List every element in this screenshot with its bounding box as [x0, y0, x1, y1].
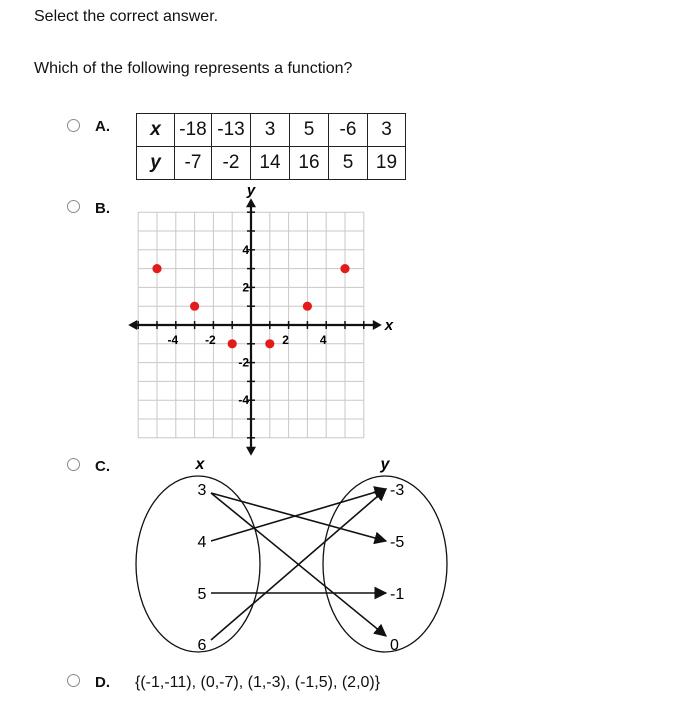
option-b-graph	[125, 182, 394, 442]
option-a-table	[136, 113, 406, 180]
y-tick-label: -4	[238, 393, 249, 408]
table-y-cell: 16	[290, 147, 329, 180]
mapping-arrow	[211, 489, 386, 640]
range-label: y	[380, 456, 390, 473]
x-axis-arrow-right-icon	[373, 320, 382, 330]
table-row-y	[137, 147, 406, 180]
domain-value: 6	[197, 637, 207, 654]
x-axis-arrow-left-icon	[128, 320, 137, 330]
range-value: -1	[390, 586, 405, 603]
option-a-radio[interactable]	[67, 119, 80, 132]
table-x-cell: -18	[175, 114, 212, 147]
graph-axes	[128, 198, 382, 456]
table-x-cell: 5	[290, 114, 329, 147]
table-x-header: x	[137, 114, 175, 147]
domain-label: x	[195, 456, 205, 473]
option-b-radio[interactable]	[67, 200, 80, 213]
x-tick-label: 2	[282, 333, 289, 347]
y-tick-label: 4	[242, 242, 249, 257]
domain-oval	[136, 476, 260, 652]
option-c-letter: C.	[95, 458, 110, 475]
table-y-cell: 5	[329, 147, 368, 180]
y-axis-arrow-up-icon	[246, 198, 256, 207]
domain-value: 4	[197, 534, 207, 551]
y-tick-label: -2	[238, 355, 249, 370]
instruction-text: Select the correct answer.	[34, 8, 219, 25]
x-tick-label: 4	[319, 333, 327, 347]
graph-point	[303, 302, 312, 311]
y-axis-label: y	[246, 182, 256, 200]
table-x-cell: 3	[251, 114, 290, 147]
domain-value: 5	[197, 586, 207, 603]
table-y-cell: -7	[175, 147, 212, 180]
y-tick-label: 2	[242, 280, 249, 295]
table-y-cell: 19	[368, 147, 406, 180]
option-b-letter: B.	[95, 200, 110, 217]
graph-point	[152, 264, 161, 273]
table-x-cell: -13	[212, 114, 251, 147]
graph-point	[340, 264, 349, 273]
range-value: 0	[390, 637, 399, 654]
table-y-cell: 14	[251, 147, 290, 180]
question-text: Which of the following represents a function?	[34, 60, 353, 77]
option-c-radio[interactable]	[67, 458, 80, 471]
graph-point	[228, 339, 237, 348]
option-c-mapping-diagram	[130, 452, 460, 662]
option-d-set: {(-1,-11), (0,-7), (1,-3), (-1,5), (2,0)}	[135, 674, 381, 691]
range-value: -5	[390, 534, 405, 551]
table-y-cell: -2	[212, 147, 251, 180]
option-d-letter: D.	[95, 674, 110, 691]
graph-point	[190, 302, 199, 311]
x-tick-label: -4	[167, 333, 179, 347]
option-d-radio[interactable]	[67, 674, 80, 687]
range-value: -3	[390, 482, 405, 499]
mapping-arrows	[211, 489, 386, 640]
domain-value: 3	[197, 482, 207, 499]
table-x-cell: -6	[329, 114, 368, 147]
x-tick-label: -2	[205, 333, 216, 347]
table-y-header: y	[137, 147, 175, 180]
option-a-letter: A.	[95, 118, 110, 135]
table-x-cell: 3	[368, 114, 406, 147]
x-axis-label: x	[384, 317, 394, 334]
graph-point	[265, 339, 274, 348]
table-row-x	[137, 114, 406, 147]
